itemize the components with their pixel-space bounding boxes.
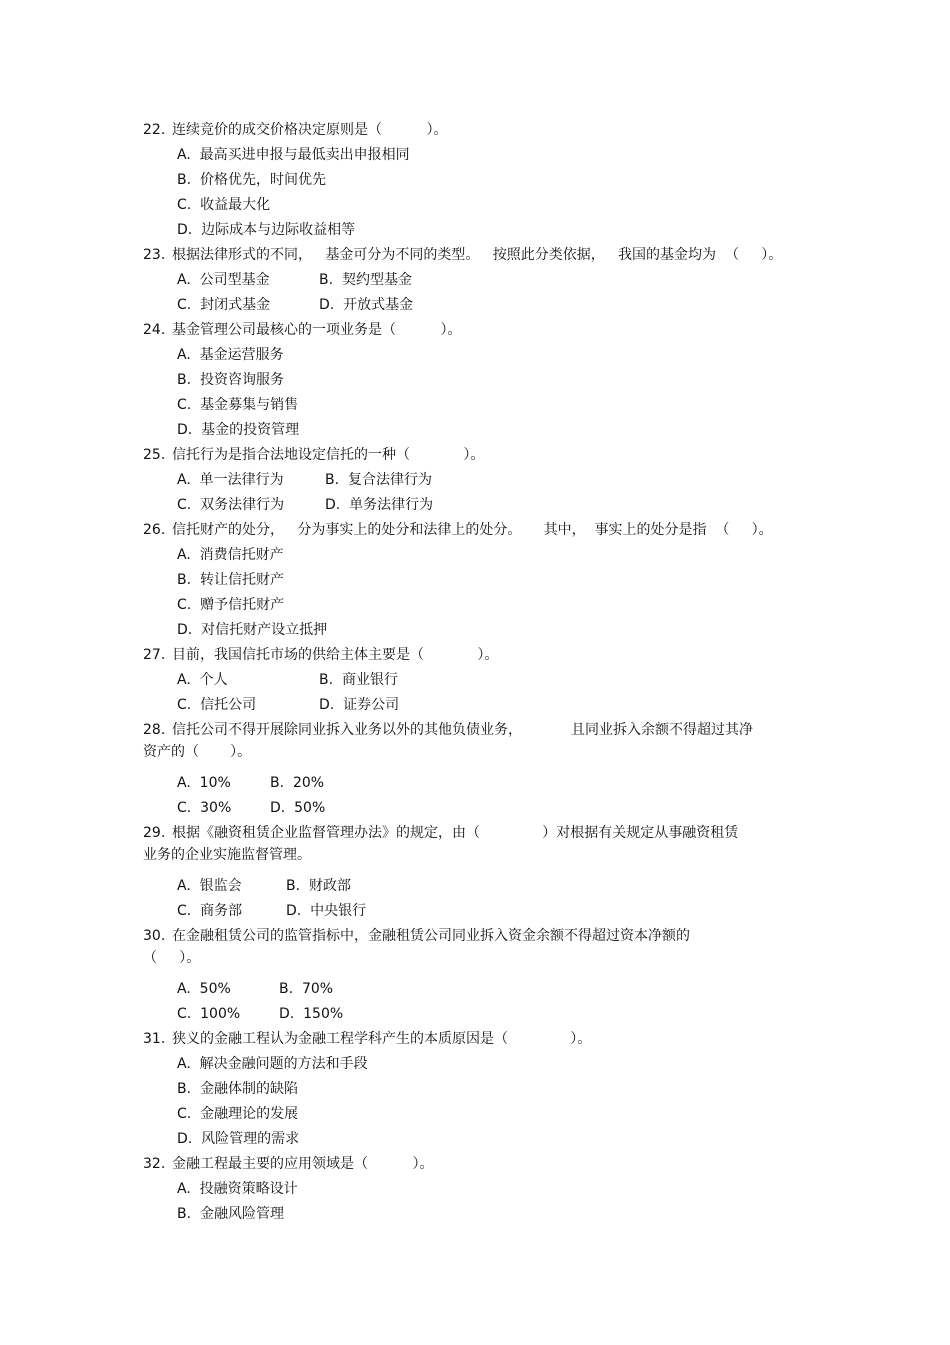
answer-option: C. 商务部: [177, 903, 243, 919]
question-number: 24.: [143, 322, 166, 338]
answer-option: A. 解决金融问题的方法和手段: [177, 1056, 368, 1072]
answer-option: A. 银监会: [177, 878, 242, 894]
answer-option: A. 消费信托财产: [177, 547, 284, 563]
answer-option: B. 复合法律行为: [325, 472, 432, 488]
question-text-continuation: 业务的企业实施监督管理。: [143, 847, 311, 863]
answer-option: B. 金融风险管理: [177, 1206, 284, 1222]
answer-option: D. 开放式基金: [319, 297, 414, 313]
question-number: 23.: [143, 247, 166, 263]
answer-option: B. 20%: [270, 775, 325, 791]
answer-option: A. 公司型基金: [177, 272, 270, 288]
answer-option: D. 证券公司: [319, 697, 400, 713]
answer-option: B. 转让信托财产: [177, 572, 284, 588]
answer-option: D. 边际成本与边际收益相等: [177, 222, 356, 238]
answer-option: D. 中央银行: [286, 903, 367, 919]
answer-option: B. 70%: [279, 981, 334, 997]
question-text: 金融工程最主要的应用领域是（ ）。: [172, 1156, 434, 1172]
answer-option: B. 投资咨询服务: [177, 372, 284, 388]
answer-option: B. 商业银行: [319, 672, 398, 688]
question-text: 根据法律形式的不同， 基金可分为不同的类型。 按照此分类依据， 我国的基金均为 （ ）。: [172, 247, 783, 263]
answer-option: C. 金融理论的发展: [177, 1106, 299, 1122]
question-text: 根据《融资租赁企业监督管理办法》的规定，由（ ）对根据有关规定从事融资租赁: [172, 825, 739, 841]
question-text: 基金管理公司最核心的一项业务是（ ）。: [172, 322, 462, 338]
question-text: 连续竞价的成交价格决定原则是（ ）。: [172, 122, 448, 138]
answer-option: A. 50%: [177, 981, 231, 997]
answer-option: D. 50%: [270, 800, 326, 816]
answer-option: B. 金融体制的缺陷: [177, 1081, 298, 1097]
answer-option: A. 投融资策略设计: [177, 1181, 298, 1197]
question-number: 32.: [143, 1156, 166, 1172]
answer-option: C. 双务法律行为: [177, 497, 285, 513]
question-number: 31.: [143, 1031, 166, 1047]
answer-option: C. 赠予信托财产: [177, 597, 285, 613]
question-number: 27.: [143, 647, 166, 663]
question-number: 25.: [143, 447, 166, 463]
answer-option: D. 风险管理的需求: [177, 1131, 300, 1147]
answer-option: D. 单务法律行为: [325, 497, 434, 513]
question-text: 信托财产的处分， 分为事实上的处分和法律上的处分。 其中， 事实上的处分是指 （ ）。: [172, 522, 773, 538]
answer-option: D. 对信托财产设立抵押: [177, 622, 328, 638]
question-text-continuation: （ ）。: [143, 950, 201, 966]
answer-option: C. 封闭式基金: [177, 297, 271, 313]
answer-option: B. 财政部: [286, 878, 351, 894]
answer-option: A. 个人: [177, 672, 228, 688]
answer-option: B. 契约型基金: [319, 272, 412, 288]
answer-option: A. 基金运营服务: [177, 347, 284, 363]
answer-option: A. 10%: [177, 775, 231, 791]
question-number: 30.: [143, 928, 166, 944]
answer-option: C. 信托公司: [177, 697, 257, 713]
question-text: 信托公司不得开展除同业拆入业务以外的其他负债业务， 且同业拆入余额不得超过其净: [172, 722, 753, 738]
question-text: 狭义的金融工程认为金融工程学科产生的本质原因是（ ）。: [172, 1031, 592, 1047]
answer-option: C. 收益最大化: [177, 197, 271, 213]
question-text: 在金融租赁公司的监管指标中，金融租赁公司同业拆入资金余额不得超过资本净额的: [172, 928, 690, 944]
question-text: 信托行为是指合法地设定信托的一种（ ）。: [172, 447, 485, 463]
answer-option: C. 基金募集与销售: [177, 397, 299, 413]
question-number: 26.: [143, 522, 166, 538]
answer-option: D. 150%: [279, 1006, 344, 1022]
answer-option: D. 基金的投资管理: [177, 422, 300, 438]
answer-option: C. 100%: [177, 1006, 241, 1022]
question-number: 28.: [143, 722, 166, 738]
question-number: 22.: [143, 122, 166, 138]
answer-option: A. 单一法律行为: [177, 472, 284, 488]
answer-option: A. 最高买进申报与最低卖出申报相同: [177, 147, 410, 163]
answer-option: C. 30%: [177, 800, 232, 816]
question-number: 29.: [143, 825, 166, 841]
question-text: 目前，我国信托市场的供给主体主要是（ ）。: [172, 647, 499, 663]
answer-option: B. 价格优先，时间优先: [177, 172, 326, 188]
question-text-continuation: 资产的（ ）。: [143, 744, 252, 760]
